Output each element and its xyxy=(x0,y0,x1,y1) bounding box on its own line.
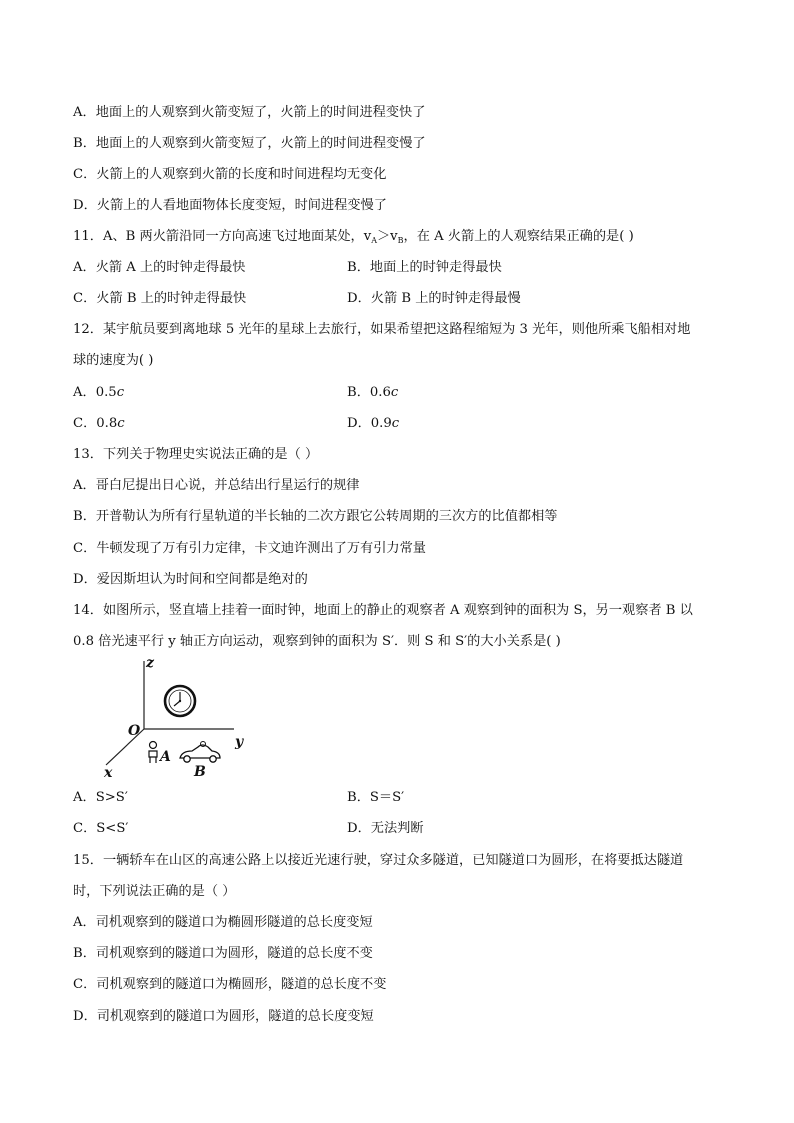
q13-option-a: A．哥白尼提出日心说，并总结出行星运行的规律 xyxy=(73,478,360,493)
y-axis-label: y xyxy=(235,734,244,750)
q13-option-d: D．爱因斯坦认为时间和空间都是绝对的 xyxy=(73,572,308,587)
q12-stem-line2: 球的速度为( ) xyxy=(73,353,154,368)
q11-option-c: C．火箭 B 上的时钟走得最快 xyxy=(73,291,247,306)
q10-option-c: C．火箭上的人观察到火箭的长度和时间进程均无变化 xyxy=(73,167,387,182)
observer-a-label: A xyxy=(160,749,171,765)
observer-a-icon xyxy=(149,742,157,764)
q11-option-b: B．地面上的时钟走得最快 xyxy=(347,260,502,275)
q12-option-a: A．0.5c xyxy=(73,385,125,400)
q11-option-a: A．火箭 A 上的时钟走得最快 xyxy=(73,260,246,275)
q12-option-b: B．0.6c xyxy=(347,385,399,400)
q14-figure xyxy=(96,655,256,783)
origin-label: O xyxy=(128,723,141,739)
q15-option-a: A．司机观察到的隧道口为椭圆形隧道的总长度变短 xyxy=(73,915,373,930)
q12-option-d: D．0.9c xyxy=(347,416,400,431)
observer-b-label: B xyxy=(194,764,206,780)
q11-stem: 11．A、B 两火箭沿同一方向高速飞过地面某处，$v_A>v_B$，在 A 火箭上的人观察结果正确的是( ) xyxy=(73,229,634,245)
q11-option-d: D．火箭 B 上的时钟走得最慢 xyxy=(347,291,521,306)
q14-stem-line2: 0.8 倍光速平行 y 轴正方向运动，观察到钟的面积为 S′．则 S 和 S′的大小关系是( ) xyxy=(73,634,561,649)
x-axis-label: x xyxy=(104,765,113,781)
q15-stem-line1: 15．一辆轿车在山区的高速公路上以接近光速行驶，穿过众多隧道，已知隧道口为圆形，在将要抵达隧道 xyxy=(73,853,684,868)
q15-option-b: B．司机观察到的隧道口为圆形，隧道的总长度不变 xyxy=(73,946,373,961)
q15-option-c: C．司机观察到的隧道口为椭圆形，隧道的总长度不变 xyxy=(73,977,387,992)
q13-option-b: B．开普勒认为所有行星轨道的半长轴的二次方跟它公转周期的三次方的比值都相等 xyxy=(73,509,558,524)
q14-option-b: B．S＝S′ xyxy=(347,790,405,805)
q13-option-c: C．牛顿发现了万有引力定律，卡文迪许测出了万有引力常量 xyxy=(73,541,426,556)
q13-stem: 13．下列关于物理史实说法正确的是（ ） xyxy=(73,447,319,462)
q10-option-d: D．火箭上的人看地面物体长度变短，时间进程变慢了 xyxy=(73,198,387,213)
q14-stem-line1: 14．如图所示，竖直墙上挂着一面时钟，地面上的静止的观察者 A 观察到钟的面积为 S，另一观察者 B 以 xyxy=(73,603,693,618)
clock-icon xyxy=(165,686,195,716)
q10-option-b: B．地面上的人观察到火箭变短了，火箭上的时间进程变慢了 xyxy=(73,136,426,151)
q15-stem-line2: 时，下列说法正确的是（ ） xyxy=(73,884,236,899)
q12-option-c: C．0.8c xyxy=(73,416,125,431)
z-axis-label: z xyxy=(146,655,154,671)
q14-option-a: A．S>S′ xyxy=(73,790,128,805)
q10-option-a: A．地面上的人观察到火箭变短了，火箭上的时间进程变快了 xyxy=(73,105,426,120)
q15-option-d: D．司机观察到的隧道口为圆形，隧道的总长度变短 xyxy=(73,1009,374,1024)
q12-stem-line1: 12．某宇航员要到离地球 5 光年的星球上去旅行，如果希望把这路程缩短为 3 光年，则他所乘飞船相对地 xyxy=(73,322,691,337)
q14-option-d: D．无法判断 xyxy=(347,821,424,836)
q14-option-c: C．S<S′ xyxy=(73,821,129,836)
observer-b-car-icon xyxy=(180,742,220,763)
